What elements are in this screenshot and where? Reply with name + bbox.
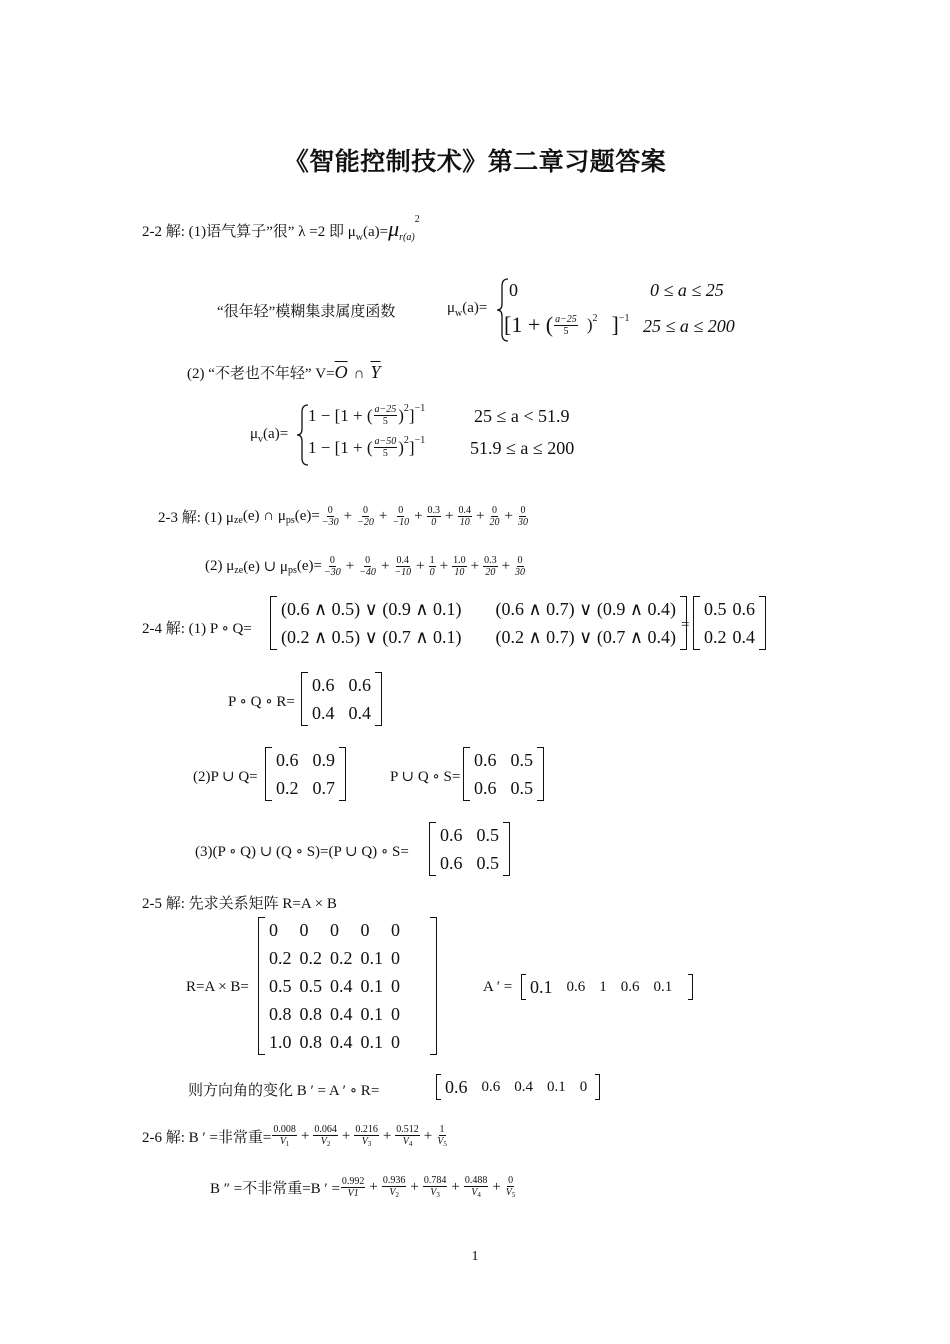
matrix-r-cell: 0 — [269, 920, 278, 940]
p24-l2-label: P ∘ Q ∘ R= — [228, 694, 295, 710]
fraction-denominator — [320, 1136, 332, 1148]
matrix-r-cell: 0 — [391, 920, 400, 940]
fraction-den-text: V — [389, 1187, 396, 1198]
fraction-denominator — [436, 1136, 448, 1148]
p24-m2-cell: 0.6 — [312, 675, 335, 695]
fraction-denominator — [279, 1136, 291, 1148]
fraction-den-text: −30 — [321, 517, 339, 528]
page-title: 《智能控制技术》第二章习题答案 — [283, 147, 667, 176]
p22-v2-sup: 2 — [403, 435, 409, 446]
fraction — [452, 555, 467, 578]
plus-sign: + — [414, 508, 423, 524]
fraction-den-text: V — [320, 1136, 327, 1147]
p22-case2-expr — [504, 312, 629, 338]
matrix-r-cell: 0 — [391, 976, 400, 996]
problem-2-6-line1 — [142, 1124, 449, 1148]
p23-l1-sub2: ps — [285, 515, 295, 526]
fraction-numerator: 0.008 — [273, 1124, 296, 1135]
plus-sign: + — [300, 1127, 310, 1144]
fraction-numerator: 0 — [327, 505, 333, 516]
p24-m5-cell: 0.5 — [476, 825, 499, 845]
fraction — [382, 1175, 407, 1199]
matrix-r-cell: 0.8 — [269, 1004, 292, 1024]
p22-v1-frac — [374, 404, 398, 427]
p22-v2-a: 1 − [1 + ( — [308, 437, 373, 457]
p24-m3-cell: 0.2 — [276, 778, 299, 798]
p22-c2-num: a−25 — [555, 313, 577, 325]
fraction-den-text: V — [279, 1136, 286, 1147]
fraction-denominator — [391, 517, 410, 528]
p22-l3-text: (2) “不老也不年轻” V= — [187, 366, 335, 382]
p23-l1-terms — [320, 505, 530, 528]
fraction-den-text: V — [437, 1136, 444, 1147]
p22-case1-cond: 0 ≤ a ≤ 25 — [650, 280, 724, 300]
plus-sign: + — [492, 1178, 501, 1195]
p24-m1-cell: (0.2 ∧ 0.7) ∨ (0.7 ∧ 0.4) — [495, 627, 677, 647]
fraction-denominator — [429, 567, 436, 578]
fraction-denominator — [459, 517, 471, 528]
vector-a-cell: 0.6 — [620, 979, 640, 995]
p22-v2-b: ) — [398, 437, 404, 457]
p22-mu-sub: r(a) — [399, 232, 415, 243]
fraction-numerator: 0.4 — [458, 505, 472, 516]
p23-l2-terms — [322, 555, 527, 578]
plus-sign: + — [476, 508, 485, 524]
fraction-den-sub: 3 — [367, 1140, 372, 1148]
fraction-numerator: 0.4 — [396, 555, 410, 566]
p22-case1-value: 0 — [509, 280, 518, 300]
page-number: 1 — [471, 1249, 479, 1264]
matrix-r-cell: 0.2 — [299, 948, 322, 968]
p26-l2-label: B ″ =不非常重=B ′ = — [210, 1180, 340, 1197]
p22-mu-v-mu: μ — [250, 426, 259, 442]
matrix-r-cell: 0.2 — [330, 948, 353, 968]
p24-l3b-label: P ∪ Q ∘ S= — [390, 769, 461, 785]
p24-m2-cell: 0.6 — [348, 675, 371, 695]
fraction-den-text: 30 — [515, 567, 526, 578]
matrix-r-cell: 0 — [299, 920, 309, 940]
fraction — [272, 1124, 297, 1148]
plus-sign: + — [445, 508, 454, 524]
plus-sign: + — [382, 1127, 392, 1144]
p24-m3-cell: 0.7 — [312, 778, 335, 798]
p24-m5-cell: 0.6 — [440, 825, 463, 845]
fraction-denominator — [321, 517, 340, 528]
matrix-r-cell: 0.8 — [299, 1004, 322, 1024]
p26-l1-terms — [271, 1124, 448, 1148]
p24-m2-cell: 0.4 — [312, 703, 335, 723]
fraction-numerator: 0 — [365, 555, 371, 566]
fraction-numerator: 0.064 — [314, 1124, 337, 1135]
p22-v1-b: ) — [398, 405, 404, 425]
vector-b-cell: 0.6 — [481, 1079, 501, 1095]
fraction — [505, 1175, 517, 1199]
vector-a-cell: 0.1 — [653, 979, 673, 995]
p25-a-row — [526, 974, 688, 1000]
fraction — [393, 555, 412, 578]
fraction-den-sub: 2 — [395, 1191, 399, 1199]
p23-l2-sub1: ze — [234, 565, 244, 576]
p23-l1-mid: (e) ∩ μ — [242, 508, 286, 524]
p23-l2-eq: (e)= — [296, 558, 322, 574]
p22-v2-num: a−50 — [374, 436, 397, 447]
matrix-r-cell: 0.4 — [330, 1004, 353, 1024]
fraction-denominator — [470, 1187, 482, 1199]
p24-m4-cell: 0.5 — [510, 750, 533, 770]
matrix-r-cell: 0.5 — [299, 976, 322, 996]
fraction-den-text: 20 — [489, 517, 500, 528]
matrix-r-cell: 0.4 — [330, 1032, 353, 1052]
fraction-den-sub: 3 — [436, 1191, 440, 1199]
fraction-den-text: −10 — [394, 567, 412, 578]
p23-l2-prefix: (2) μ — [205, 558, 235, 574]
p25-b-row — [441, 1074, 595, 1100]
fraction — [517, 505, 529, 528]
matrix-r-cell: 0 — [391, 1032, 400, 1052]
problem-2-6-line2 — [210, 1175, 517, 1199]
fraction-den-text: −20 — [357, 517, 374, 528]
p23-l1-sub1: ze — [233, 515, 243, 526]
fraction-denominator — [517, 517, 529, 528]
p23-l1-eq: (e)= — [294, 508, 320, 524]
p22-v2-den: 5 — [382, 448, 388, 459]
vector-a-cell: 0.1 — [530, 977, 553, 997]
p24-m1r-cell: 0.4 — [732, 627, 755, 647]
fraction-denominator — [514, 567, 526, 578]
p25-vector-b — [436, 1074, 600, 1100]
p22-case2-cond: 25 ≤ a ≤ 200 — [643, 316, 735, 336]
plus-sign: + — [343, 508, 353, 524]
fraction-denominator — [388, 1187, 400, 1199]
p24-l1-label: 2-4 解: (1) P ∘ Q= — [142, 621, 252, 637]
fraction-numerator: 0 — [398, 505, 404, 516]
p22-v1-num: a−25 — [374, 404, 397, 415]
fraction-numerator: 0.936 — [382, 1175, 406, 1186]
p22-mu: μ — [388, 216, 400, 241]
fraction-numerator: 0 — [491, 505, 497, 516]
p22-c2-sup2: −1 — [618, 312, 630, 324]
p22-c2-close: ) — [586, 315, 593, 334]
p22-v1-den: 5 — [382, 416, 388, 427]
p25-matrix-r — [258, 917, 437, 1055]
fraction — [358, 555, 377, 578]
p24-m4-cell: 0.6 — [474, 778, 497, 798]
fraction — [514, 555, 526, 578]
p24-matrix-3 — [265, 747, 346, 801]
fraction-den-sub: 5 — [443, 1140, 447, 1148]
p25-vector-a — [521, 974, 693, 1000]
p24-matrix-5 — [429, 822, 510, 876]
fraction-numerator: 0 — [517, 555, 523, 566]
p23-l1-prefix: 2-3 解: (1) μ — [158, 510, 234, 526]
fraction-den-text: −10 — [392, 517, 410, 528]
fraction-den-text: V — [402, 1136, 409, 1147]
plus-sign: + — [501, 558, 511, 574]
problem-2-3-line2 — [205, 555, 527, 578]
p24-m4-cell: 0.5 — [510, 778, 533, 798]
p24-m1r-cell: 0.2 — [704, 627, 727, 647]
p24-m5-cell: 0.6 — [440, 853, 463, 873]
p22-mu-w-eq: (a)= — [462, 300, 488, 316]
p25-r-grid — [265, 917, 430, 1055]
fraction — [458, 505, 473, 528]
fraction-denominator — [453, 567, 465, 578]
plus-sign: + — [451, 1178, 460, 1195]
fraction-numerator: 0 — [329, 555, 335, 566]
matrix-r-cell: 0.2 — [269, 948, 292, 968]
p23-l2-mid: (e) ∪ μ — [243, 559, 288, 575]
matrix-r-cell: 0.1 — [360, 1004, 383, 1024]
p22-v1-c: ] — [408, 405, 415, 425]
fraction-numerator: 0.488 — [464, 1175, 488, 1186]
fraction-den-text: V — [361, 1136, 368, 1147]
vector-b-cell: 0 — [579, 1079, 588, 1095]
fraction — [488, 505, 500, 528]
fraction-denominator — [358, 567, 377, 578]
fraction-denominator — [505, 1187, 517, 1199]
p22-mu-v — [250, 426, 288, 443]
matrix-r-cell: 0.1 — [360, 1032, 383, 1052]
p22-mu-v-sub: v — [258, 434, 264, 445]
p25-line1: 2-5 解: 先求关系矩阵 R=A × B — [142, 896, 337, 912]
p22-sub: w — [355, 232, 363, 243]
plus-sign: + — [470, 558, 480, 574]
p22-mu-w-mu: μ — [447, 300, 456, 316]
plus-sign: + — [369, 1178, 378, 1195]
fraction-den-sub: 2 — [326, 1140, 331, 1148]
fraction-den-text: 20 — [485, 567, 496, 578]
matrix-r-cell: 0.8 — [299, 1032, 322, 1052]
p24-matrix-1 — [270, 596, 690, 650]
p25-a-label: A ′ = — [483, 979, 513, 995]
p22-c2-frac — [554, 314, 578, 337]
fraction-numerator: 0.784 — [423, 1175, 447, 1186]
p22-membership-label: “很年轻”模糊集隶属度函数 — [217, 304, 396, 320]
fraction — [321, 505, 340, 528]
p24-m1-cell: (0.2 ∧ 0.5) ∨ (0.7 ∧ 0.1) — [281, 627, 462, 647]
fraction — [313, 1124, 338, 1148]
p22-c2-den: 5 — [563, 325, 569, 337]
plus-sign: + — [345, 558, 355, 574]
fraction-den-text: 0 — [429, 567, 435, 578]
plus-sign: + — [439, 558, 449, 574]
fraction-den-text: V — [505, 1187, 512, 1198]
fraction-den-text: 0 — [431, 517, 437, 528]
p24-m2-cell: 0.4 — [348, 703, 371, 723]
fraction-numerator: 0.512 — [396, 1124, 419, 1135]
fraction — [483, 555, 498, 578]
problem-2-2-line1 — [142, 216, 420, 242]
fraction-den-text: −40 — [359, 567, 376, 578]
plus-sign: + — [410, 1178, 419, 1195]
fraction-den-text: V — [430, 1187, 437, 1198]
fraction-denominator — [429, 1187, 441, 1199]
p24-m1-cell: (0.6 ∧ 0.7) ∨ (0.9 ∧ 0.4) — [495, 599, 677, 619]
fraction-numerator: 1.0 — [453, 555, 466, 566]
matrix-r-cell: 0 — [391, 1004, 400, 1024]
matrix-r-cell: 0.1 — [360, 948, 383, 968]
plus-sign: + — [380, 558, 390, 574]
matrix-r-cell: 0.5 — [269, 976, 292, 996]
p25-r-label: R=A × B= — [186, 979, 249, 995]
fraction-denominator — [393, 567, 412, 578]
p22-mu-w — [447, 300, 487, 317]
vector-a-cell: 0.6 — [566, 979, 586, 995]
plus-sign: + — [341, 1127, 351, 1144]
p24-eq: = — [681, 617, 690, 633]
p22-v2-frac — [374, 436, 398, 459]
p22-l3-o: $\overline{O}$ — [334, 362, 348, 382]
p22-l3-y: $\overline{Y}$ — [370, 362, 381, 382]
p25-b-label: 则方向角的变化 B ′ = A ′ ∘ R= — [188, 1083, 380, 1099]
p22-v1-sup2: −1 — [414, 403, 426, 414]
p24-matrix-2 — [301, 672, 382, 726]
fraction — [391, 505, 410, 528]
fraction-numerator: 0 — [520, 505, 526, 516]
p26-l1-label: 2-6 解: B ′ =非常重= — [142, 1129, 272, 1146]
vector-a-cell: 1 — [599, 979, 607, 995]
fraction-den-sub: 4 — [408, 1140, 413, 1148]
fraction-den-text: V1 — [347, 1187, 359, 1199]
p26-l2-terms — [340, 1175, 517, 1199]
fraction — [395, 1124, 420, 1148]
p22-mu-w-sub: w — [455, 308, 463, 319]
plus-sign: + — [378, 508, 388, 524]
fraction-den-text: 10 — [459, 517, 470, 528]
fraction — [436, 1124, 448, 1148]
fraction-numerator: 1 — [429, 555, 435, 566]
p22-c2-bracket: ] — [611, 312, 619, 337]
matrix-r-cell: 1.0 — [269, 1032, 292, 1052]
matrix-r-cell: 0.1 — [360, 976, 383, 996]
matrix-r-cell: 0 — [330, 920, 339, 940]
fraction-denominator — [361, 1136, 373, 1148]
p24-m3-cell: 0.9 — [312, 750, 335, 770]
p22-c2-open: [1 + ( — [504, 312, 554, 337]
p22-sup: 2 — [414, 214, 420, 225]
p24-m4-cell: 0.6 — [474, 750, 497, 770]
fraction-den-sub: 1 — [285, 1140, 290, 1148]
p24-m1r-cell: 0.6 — [732, 599, 755, 619]
fraction-denominator — [323, 567, 342, 578]
fraction-den-sub: 5 — [511, 1191, 516, 1199]
vector-b-cell: 0.1 — [547, 1079, 566, 1095]
matrix-r-cell: 0 — [360, 920, 370, 940]
fraction-numerator: 0.3 — [427, 505, 441, 516]
plus-sign: + — [504, 508, 513, 524]
fraction-denominator — [484, 567, 496, 578]
p22-c2-sup: 2 — [592, 312, 598, 324]
fraction-numerator: 0.216 — [355, 1124, 378, 1135]
p22-v-case2-cond: 51.9 ≤ a ≤ 200 — [470, 438, 575, 458]
p22-v-case1 — [308, 404, 425, 427]
fraction-numerator: 0.992 — [341, 1175, 365, 1187]
plus-sign: + — [423, 1127, 433, 1144]
vector-b-cell: 0.4 — [514, 1079, 533, 1095]
p24-m1-cell: (0.6 ∧ 0.5) ∨ (0.9 ∧ 0.1) — [281, 599, 462, 619]
matrix-r-cell: 0 — [391, 948, 400, 968]
fraction-denominator — [356, 517, 375, 528]
fraction — [356, 505, 375, 528]
fraction-numerator: 1 — [439, 1124, 445, 1135]
fraction-numerator: 0 — [508, 1175, 514, 1186]
fraction-numerator: 0 — [362, 505, 368, 516]
fraction-den-sub: 4 — [477, 1191, 481, 1199]
fraction — [341, 1176, 366, 1199]
fraction-numerator: 0.3 — [484, 555, 497, 566]
p22-v-case1-cond: 25 ≤ a < 51.9 — [474, 406, 570, 426]
p22-v1-sup: 2 — [403, 403, 409, 414]
fraction — [423, 1175, 448, 1199]
vector-b-cell: 0.6 — [445, 1077, 468, 1097]
p24-l4-label: (3)(P ∘ Q) ∪ (Q ∘ S)=(P ∪ Q) ∘ S= — [195, 844, 409, 860]
fraction-denominator — [430, 517, 437, 528]
problem-2-3-line1 — [158, 505, 530, 528]
fraction-denominator — [347, 1188, 360, 1199]
fraction-den-text: 30 — [517, 517, 528, 528]
p22-line3 — [187, 362, 380, 383]
plus-sign: + — [416, 558, 425, 574]
p22-v1-a: 1 − [1 + ( — [308, 405, 373, 425]
fraction — [464, 1175, 489, 1199]
p24-m3-cell: 0.6 — [276, 750, 299, 770]
p23-l2-sub2: ps — [287, 565, 297, 576]
p24-m5-cell: 0.5 — [476, 853, 499, 873]
fraction-den-text: V — [471, 1187, 478, 1198]
p22-text: 2-2 解: (1)语气算子”很” λ =2 即 μ — [142, 224, 356, 240]
fraction-den-text: 10 — [454, 567, 465, 578]
p24-matrix-4 — [463, 747, 544, 801]
fraction-denominator — [488, 517, 500, 528]
p22-eq: (a)= — [362, 224, 389, 240]
fraction — [354, 1124, 379, 1148]
fraction-den-text: −30 — [323, 567, 341, 578]
p24-l3-label: (2)P ∪ Q= — [193, 769, 258, 785]
p22-v2-sup2: −1 — [414, 435, 426, 446]
fraction — [323, 555, 342, 578]
fraction — [429, 555, 436, 578]
matrix-r-cell: 0.4 — [330, 976, 353, 996]
p24-matrix-1-result — [693, 596, 766, 650]
p22-v-case2 — [308, 436, 425, 459]
fraction — [427, 505, 442, 528]
p24-m1r-cell: 0.5 — [704, 599, 727, 619]
p22-v2-c: ] — [408, 437, 415, 457]
p22-l3-cap: ∩ — [353, 366, 365, 382]
fraction-denominator — [402, 1136, 414, 1148]
p22-mu-v-eq: (a)= — [263, 426, 289, 442]
